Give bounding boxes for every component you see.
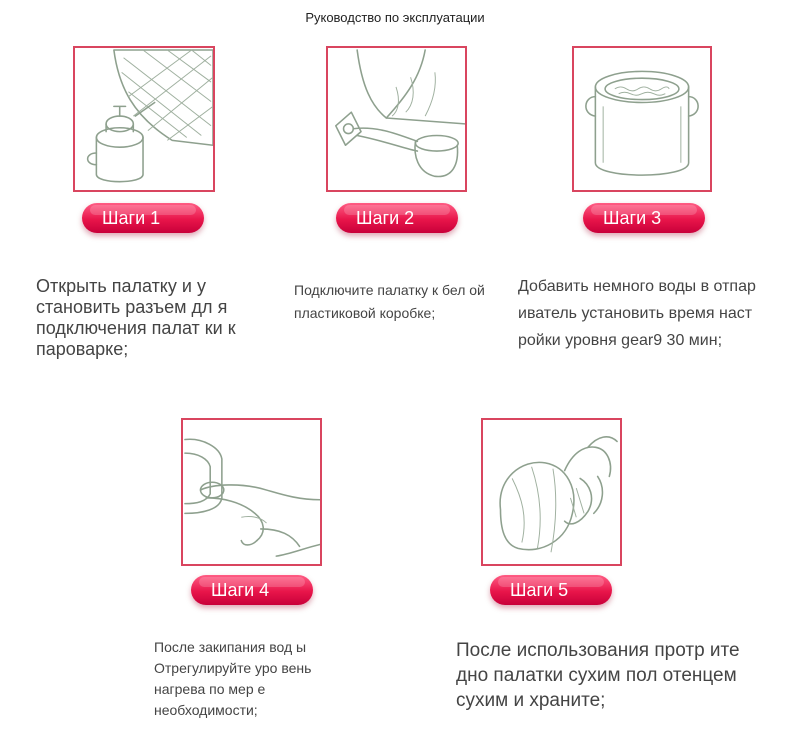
step-2-description: Подключите палатку к бел ой пластиковой коробке; — [294, 282, 485, 321]
tent-plastic-box-icon — [328, 48, 465, 190]
step-2-label-button: Шаги 2 — [336, 203, 458, 233]
step-1-label-button: Шаги 1 — [82, 203, 204, 233]
step-3-illustration — [572, 46, 712, 192]
step-4-description: После закипания вод ы Отрегулируйте уро вень нагрева по мер е необходимости; — [154, 639, 312, 718]
step-2-illustration — [326, 46, 467, 192]
step-1-illustration — [73, 46, 215, 192]
hand-adjust-icon — [183, 420, 320, 564]
step-5-description: После использования протр ите дно палатки сухим пол отенцем сухим и храните; — [456, 640, 740, 711]
steamer-tent-connector-icon — [75, 48, 213, 190]
document-title: Руководство по эксплуатации — [305, 10, 485, 25]
step-3-description: Добавить немного воды в отпар иватель установить время наст ройки уровня gear9 30 мин; — [518, 278, 756, 349]
step-5-illustration — [481, 418, 622, 566]
tent-towel-icon — [483, 420, 620, 564]
step-3-label-button: Шаги 3 — [583, 203, 705, 233]
step-1-description: Открыть палатку и у становить разъем дл я подключения палат ки к пароварке; — [36, 276, 236, 359]
step-4-illustration — [181, 418, 322, 566]
step-4-label-button: Шаги 4 — [191, 575, 313, 605]
step-5-label-button: Шаги 5 — [490, 575, 612, 605]
steamer-water-icon — [574, 48, 710, 190]
